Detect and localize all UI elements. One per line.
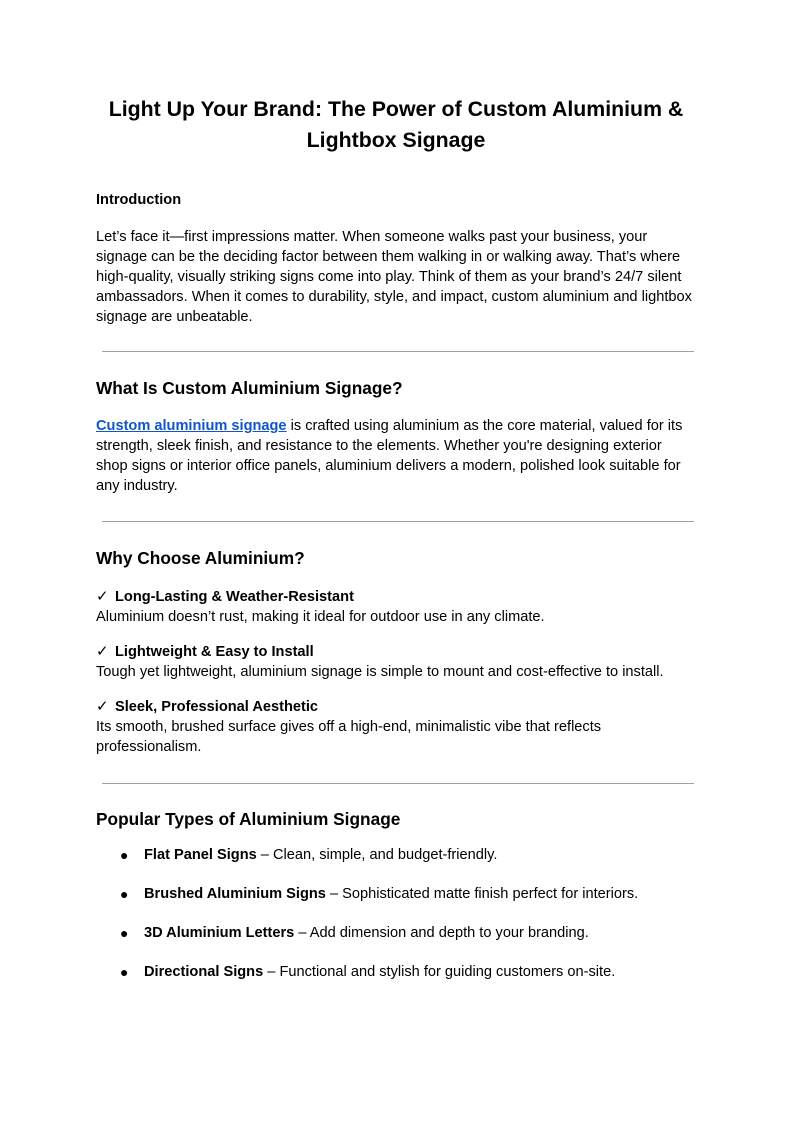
list-item (96, 962, 696, 1001)
divider (102, 783, 694, 784)
bullet-icon: ● (120, 886, 129, 902)
intro-paragraph: Let’s face it—first impressions matter. When someone walks past your business, your signage can be the deciding factor between them walking in or walking away. That’s where high-quality, visually striking signs come into play. Think of them as your brand’s 24/7 silent ambassadors. When it comes to durability, style, and impact, custom aluminium and lightbox signage are unbeatable. (96, 229, 692, 325)
bullet-icon: ● (120, 964, 129, 980)
bullet-icon: ● (120, 925, 129, 941)
check-icon: ✓ (96, 588, 109, 605)
check-icon: ✓ (96, 698, 109, 715)
intro-heading: Introduction (96, 192, 182, 208)
custom-aluminium-signage-link[interactable]: Custom aluminium signage (96, 418, 287, 434)
feature-title: Lightweight & Easy to Install (115, 644, 314, 660)
feature-item (96, 642, 696, 682)
why-heading: Why Choose Aluminium? (96, 548, 305, 568)
what-is-heading: What Is Custom Aluminium Signage? (96, 378, 403, 398)
divider (102, 521, 694, 522)
list-item-title: Flat Panel Signs (144, 847, 257, 863)
types-heading: Popular Types of Aluminium Signage (96, 809, 401, 829)
feature-desc: Aluminium doesn’t rust, making it ideal for outdoor use in any climate. (96, 609, 545, 625)
list-item-title: 3D Aluminium Letters (144, 925, 295, 941)
feature-item (96, 697, 696, 757)
list-item-desc: – Sophisticated matte finish perfect for interiors. (325, 886, 639, 902)
list-item (96, 884, 696, 923)
list-item (96, 845, 696, 884)
feature-item (96, 587, 696, 627)
page-title: Light Up Your Brand: The Power of Custom Aluminium & Lightbox Signage (108, 97, 684, 152)
check-icon: ✓ (96, 643, 109, 660)
list-item-title: Brushed Aluminium Signs (144, 886, 326, 902)
what-is-paragraph (96, 416, 696, 496)
feature-desc: Its smooth, brushed surface gives off a high-end, minimalistic vibe that reflects professionalism. (96, 719, 602, 755)
list-item-desc: – Functional and stylish for guiding customers on-site. (263, 964, 616, 980)
list-item (96, 923, 696, 962)
bullet-icon: ● (120, 847, 129, 863)
list-item-title: Directional Signs (144, 964, 264, 980)
feature-title: Sleek, Professional Aesthetic (115, 699, 319, 715)
feature-title: Long-Lasting & Weather-Resistant (115, 589, 354, 605)
what-is-paragraph-text: is crafted using aluminium as the core material, valued for its strength, sleek finish, and resistance to the elements. Whether you're designing exterior shop signs or interior office panels, aluminium delivers a modern, polished look suitable for any industry. (96, 418, 683, 494)
feature-desc: Tough yet lightweight, aluminium signage is simple to mount and cost-effective to install. (96, 664, 664, 680)
types-list (96, 845, 696, 1001)
divider (102, 351, 694, 352)
list-item-desc: – Add dimension and depth to your branding. (294, 925, 589, 941)
list-item-desc: – Clean, simple, and budget-friendly. (256, 847, 498, 863)
